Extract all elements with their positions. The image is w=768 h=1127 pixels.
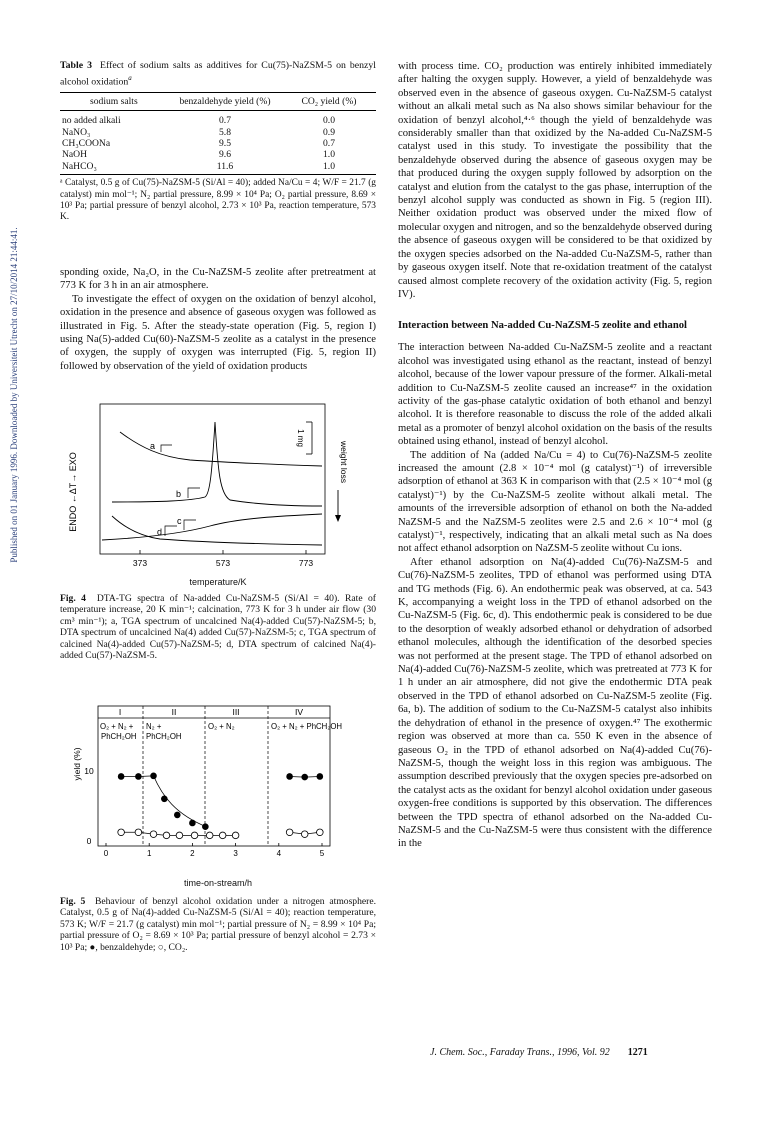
fig4-label-b: b: [176, 489, 182, 499]
table-row: CH₃COONa 9.5 0.7: [62, 138, 335, 150]
fig4-x-label: temperature/K: [189, 577, 247, 587]
co2-point: [232, 832, 239, 839]
fig4-dta-tg-figure: [60, 402, 376, 574]
benzaldehyde-decay-curve: [154, 776, 208, 827]
region-label: PhCH₂OH: [146, 732, 182, 741]
paragraph: The interaction between Na-added Cu-NaZSM-5 zeolite and a reactant alcohol was investigated using ethanol as the reactant, instead of benzyl alcohol, because of the lower vapour pressure of the former. Alkali-metal addition to Cu-NaZSM-5 zeolite caused an increase⁴⁷ in the oxidation activity of the gas-phase catalytic oxidation of both ethanol and benzyl alcohol. It is therefore reasonable to discuss the role of the added alkali metal as a promoter of benzyl alcohol oxidation on the basis of the results obtained using ethanol, instead of benzyl alcohol.: [398, 342, 712, 448]
fig4-label-c: c: [177, 516, 182, 526]
co2-point: [118, 829, 125, 836]
fig4-caption: Fig. 4 DTA-TG spectra of Na-added Cu-NaZSM-5 (Si/Al = 40). Rate of temperature increase, 20 K min⁻¹; calcination, 773 K for 3 h under air flow (30 cm³ min⁻¹); a, TGA spectrum of uncalcined Na(4)-added Cu(57)-NaZSM-5; b, DTA spectrum of uncalcined Na(4) added Cu(57)-NaZSM-5; c, TGA spectrum of calcined Na(4)-added Cu(57)-NaZSM-5; d, DTA spectrum of calcined Na(4)-added Cu(57)-NaZSM-5.: [60, 593, 377, 662]
co2-point: [150, 831, 157, 838]
benzaldehyde-point: [161, 796, 168, 803]
fig4-x-tick: 773: [298, 558, 314, 568]
fig5-y-label: yield (%): [72, 747, 82, 781]
section-heading: Interaction between Na-added Cu-NaZSM-5 zeolite and ethanol: [398, 320, 687, 332]
fig4-curve-d: [102, 514, 322, 540]
table-row: NaHCO₃ 11.6 1.0: [60, 161, 376, 175]
table-header: CO₂ yield (%): [282, 93, 376, 111]
table-row: no added alkali 0.7 0.0: [62, 115, 335, 127]
region-label: O₂ + N₂ +: [100, 722, 134, 731]
paragraph: To investigate the effect of oxygen on the oxidation of benzyl alcohol, oxidation in the presence and absence of gaseous oxygen was followed as illustrated in Fig. 5. After the steady-state operation (Fig. 5, region I) using Na(5)-added Cu(60)-NaZSM-5 zeolite as a catalyst in the presence of oxygen, the supply of oxygen was interrupted (Fig. 5, region II) followed by observation of the yield of oxidation products: [60, 293, 376, 372]
region-label: O₂ + N₂: [208, 722, 235, 731]
fig4-label-a: a: [150, 441, 156, 451]
fig5-y-tick: 0: [86, 836, 92, 846]
region-numeral: III: [232, 707, 240, 717]
fig4-x-tick: 573: [215, 558, 231, 568]
table3-caption: Table 3 Effect of sodium salts as additives for Cu(75)-NaZSM-5 on benzyl alcohol oxidation$^a$: [60, 60, 376, 88]
co2-point: [135, 829, 142, 836]
download-watermark-text: Published on 01 January 1996. Downloaded by Universiteit Utrecht on 27/10/2014 21:44:41.: [9, 227, 19, 563]
region-label: PhCH₂OH: [101, 732, 137, 741]
co2-point: [317, 829, 324, 836]
fig5-x-tick: 4: [276, 849, 282, 858]
benzaldehyde-point: [301, 774, 308, 781]
table-header: benzaldehyde yield (%): [168, 93, 282, 111]
fig4-y-label: ENDO ←ΔT→ EXO: [68, 452, 78, 532]
region-numeral: IV: [294, 707, 304, 717]
co2-point: [301, 831, 308, 838]
co2-point: [163, 832, 170, 839]
co2-point: [219, 832, 226, 839]
benzaldehyde-point: [202, 823, 209, 830]
paragraph: After ethanol adsorption on Na(4)-added Cu(76)-NaZSM-5 and Cu(76)-NaZSM-5 zeolites, TPD of ethanol was performed using DTA and TG methods (Fig. 6). An endothermic peak was observed, at ca. 543 K, accompanying a weight loss in the TPD of ethanol adsorbed on the Cu-NaZSM-5 (Fig. 6c, d). This endothermic peak is considered to be due to the desorption of weakly adsorbed ethanol or dehydration of adsorbed ethanol molecules, although the identification of the desorbed species was not performed at the present stage. The TPD of ethanol adsorbed on Na(4)-added Cu(76)-NaZSM-5 zeolite, which was pretreated at 773 K for 1 h under an air atmosphere, did not give the endothermic DTA peak observed in the TPD of ethanol adsorbed on Cu-NaZSM-5 zeolite (Fig. 6a, b). The addition of sodium to the Cu-NaZSM-5 catalyst also inhibits the dehydration of ethanol in the presence of oxygen.⁴⁷ The exothermic region was observed at more than ca. 550 K even in the absence of gaseous O₂ in the TPD of ethanol adsorbed on Na(4)-added Cu(76)-NaZSM-5, though the weight loss in this region was ambiguous. The assumption described previously that the oxygen species pre-adsorbed on the catalyst acts as the oxidant for benzyl alcohol oxidation under gaseous oxygen-free conditions is supported by this observation. The differences between the TPD spectra of ethanol adsorbed on the Na-added Cu-NaZSM-5 and the Cu-NaZSM-5 were thus consistent with the difference in the: [398, 556, 712, 850]
fig4-scale-label: 1 mg: [296, 429, 305, 447]
left-body-text: [60, 266, 376, 373]
benzaldehyde-point: [118, 773, 125, 780]
download-watermark: [4, 60, 19, 740]
fig4-x-tick: 373: [132, 558, 148, 568]
co2-point: [176, 832, 183, 839]
fig5-x-tick: 0: [103, 849, 109, 858]
benzaldehyde-point: [150, 773, 157, 780]
page-number: 1271: [627, 1047, 648, 1058]
co2-point: [286, 829, 293, 836]
benzaldehyde-point: [286, 773, 293, 780]
benzaldehyde-point: [135, 773, 142, 780]
fig4-curve-c: [112, 516, 322, 545]
region-label: O₂ + N₂ + PhCH₂OH: [271, 722, 343, 731]
table3: [60, 92, 376, 175]
fig5-caption: Fig. 5 Behaviour of benzyl alcohol oxidation under a nitrogen atmosphere. Catalyst, 0.5 g of Na(4)-added Cu-NaZSM-5 (Si/Al = 40); reaction temperature, 573 K; W/F = 21.7 (g catalyst) min mol⁻¹; partial pressure of N₂ = 8.99 × 10⁴ Pa; partial pressure of O₂ = 8.69 × 10³ Pa; partial pressure of benzyl alcohol = 2.73 × 10³ Pa; ●, benzaldehyde; ○, CO₂.: [60, 896, 377, 953]
fig5-chart: [60, 704, 376, 876]
journal-citation: J. Chem. Soc., Faraday Trans., 1996, Vol. 92: [430, 1047, 610, 1058]
fig5-x-label: time-on-stream/h: [183, 878, 253, 888]
region-label: N₂ +: [146, 722, 162, 731]
paragraph: sponding oxide, Na₂O, in the Cu-NaZSM-5 zeolite after pretreatment at 773 K for 3 h in an air atmosphere.: [60, 267, 376, 292]
region-numeral: I: [118, 707, 122, 717]
table-row: NaOH 9.6 1.0: [62, 149, 335, 161]
fig5-x-tick: 2: [190, 849, 195, 858]
page-footer: [430, 1047, 648, 1058]
fig4-curve-b: [112, 422, 322, 506]
fig4-label-d: d: [157, 527, 163, 537]
fig4-right-label: weight loss: [339, 440, 349, 484]
region-numeral: II: [171, 707, 177, 717]
benzaldehyde-point: [189, 820, 196, 827]
table3-footnote: ᵃ Catalyst, 0.5 g of Cu(75)-NaZSM-5 (Si/Al = 40); added Na/Cu = 4; W/F = 21.7 (g catalyst) min mol⁻¹; N₂ partial pressure, 8.99 × 10⁴ Pa; O₂ partial pressure, 8.69 × 10³ Pa; partial pressure of benzyl alcohol, 2.73 × 10³ Pa, reaction temperature, 573 K.: [60, 178, 376, 222]
fig5-y-tick: 10: [84, 766, 94, 776]
table-header: sodium salts: [60, 93, 168, 111]
benzaldehyde-point: [174, 812, 181, 819]
co2-point: [191, 832, 198, 839]
fig5-x-tick: 3: [233, 849, 238, 858]
benzaldehyde-point: [317, 773, 324, 780]
left-column: [60, 60, 376, 223]
fig5-x-tick: 5: [319, 849, 325, 858]
paragraph: with process time. CO₂ production was entirely inhibited immediately after halting the oxygen supply. However, a yield of benzaldehyde was observed even in the absence of gaseous oxygen. Cu-NaZSM-5 catalyst without an alkali metal such as Na also shows similar behaviour for the oxidation of benzyl alcohol,⁴·⁶ though the yield of benzaldehyde was considerably smaller than that oxidized by the Na-added Cu-NaZSM-5 catalyst used in this study. To investigate the possibility that the benzaldehyde observed during the absence of gaseous oxygen may be that produced during the oxygen supply followed by adsorption on the catalyst and elution from the catalyst to the gas phase, interruption of the benzyl alcohol supply was conducted as shown in Fig. 5 (region III). Neither oxidation product was observed under the mixed flow of molecular oxygen and nitrogen, and so the benzaldehyde observed during the absence of gaseous oxygen will be considered to be that oxidized by the oxygen species adsorbed on the Na-added Cu-NaZSM-5, rather than by gaseous oxygen itself. Note that re-oxidation treatment of the catalyst caused almost complete recovery of the oxidation activity (Fig. 5, region IV).: [398, 61, 712, 300]
co2-point: [206, 832, 213, 839]
paragraph: The addition of Na (added Na/Cu = 4) to Cu(76)-NaZSM-5 zeolite increased the amount (2.8 × 10⁻⁴ mol (g catalyst)⁻¹) of irreversible adsorption of ethanol at 363 K in comparison with that (2.5 × 10⁻⁴ mol (g catalyst)⁻¹) by the Cu-NaZSM-5 zeolite without alkali metal. The amounts of the irreversible adsorption of ethanol on both the Na-added NaZSM-5 and the NaZSM-5 zeolites were 2.5 and 2.6 × 10⁻⁴ mol (g catalyst)⁻¹, respectively, indicating that an alkali metal such as Na does not affect ethanol adsorption on NaZSM-5 zeolite without Cu ions.: [398, 449, 712, 555]
table-row: NaNO₃ 5.8 0.9: [62, 126, 335, 138]
right-column: [398, 60, 712, 851]
fig5-x-tick: 1: [146, 849, 152, 858]
